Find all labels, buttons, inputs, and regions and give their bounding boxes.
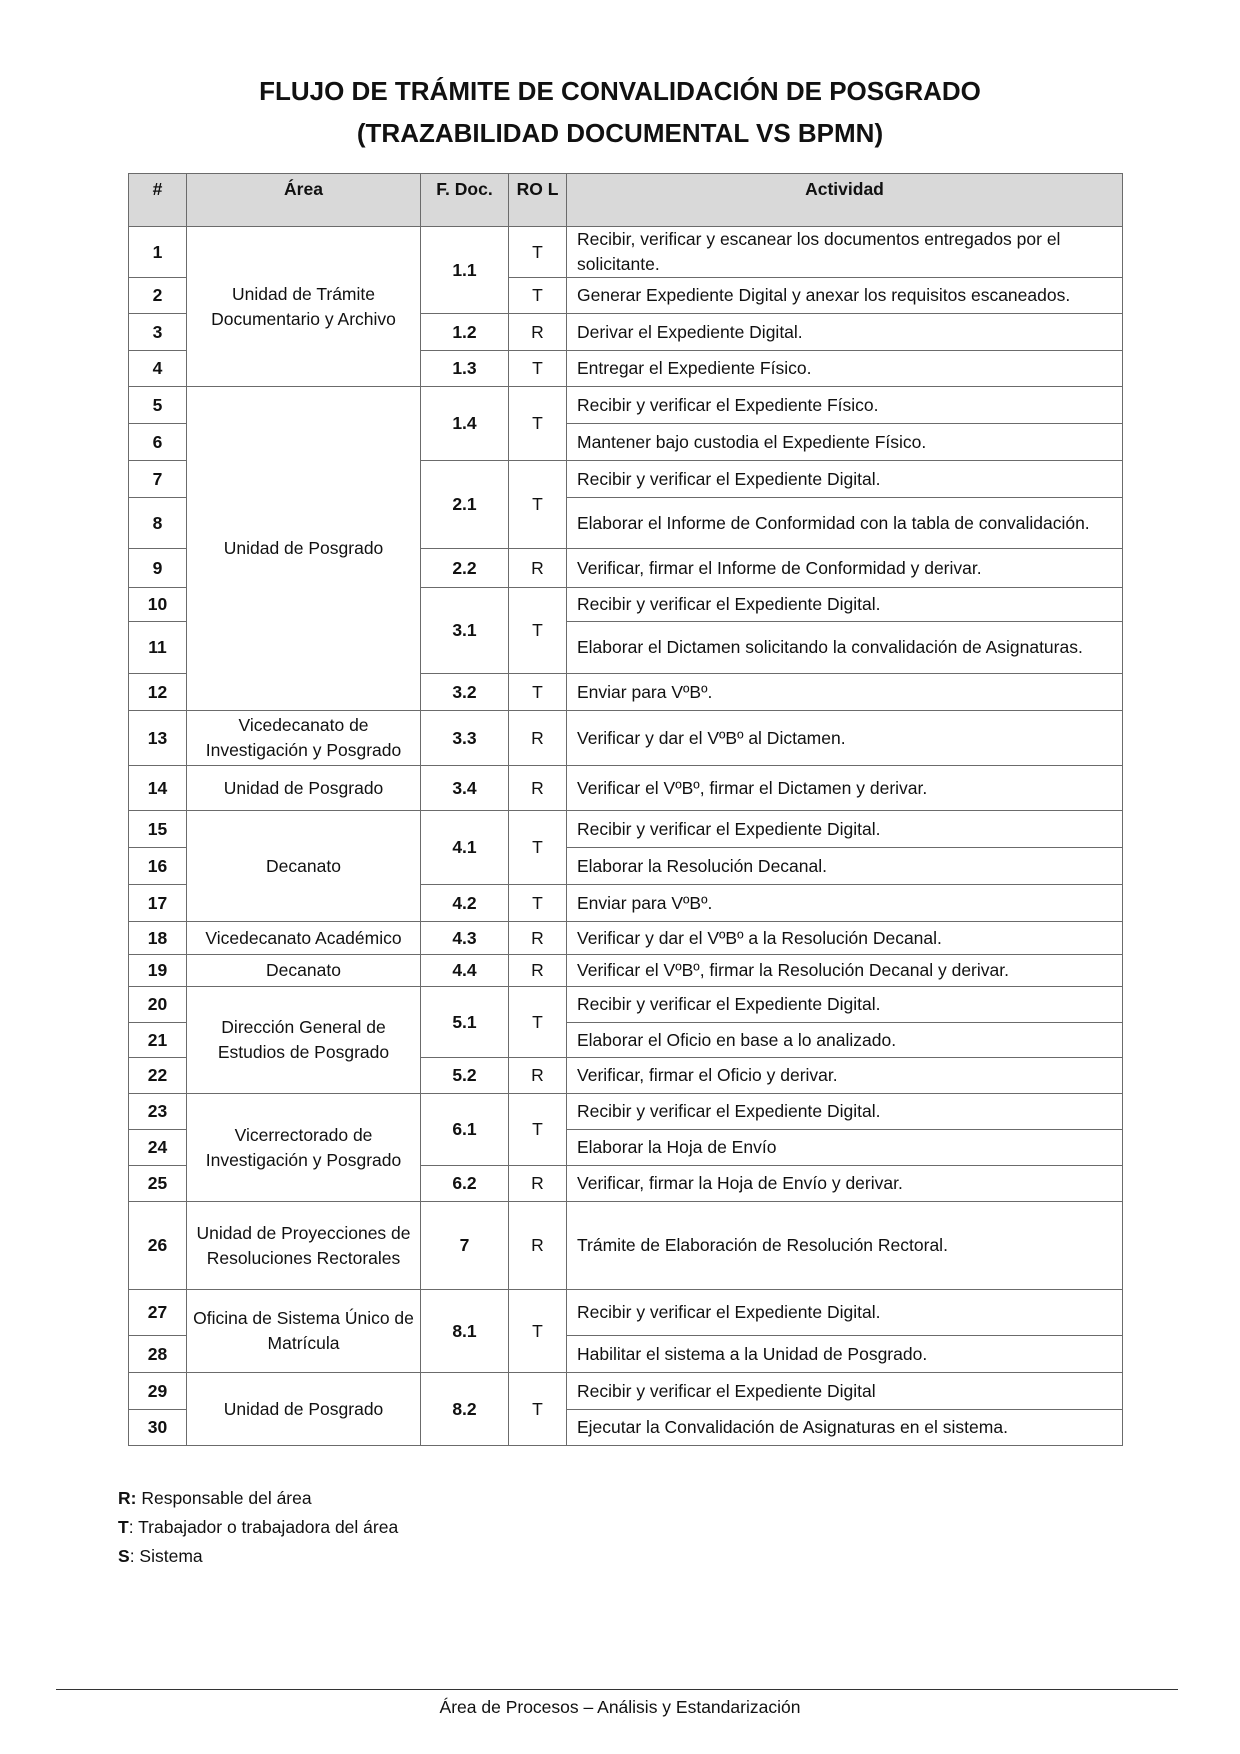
row-activity: Recibir y verificar el Expediente Digital.: [567, 1094, 1123, 1130]
table-row: [129, 227, 1123, 278]
table-row: [129, 922, 1123, 955]
row-fdoc: 3.3: [421, 711, 509, 766]
header-actividad: Actividad: [567, 174, 1123, 227]
row-activity: Elaborar el Informe de Conformidad con la tabla de convalidación.: [567, 498, 1123, 549]
row-activity: Enviar para VºBº.: [567, 885, 1123, 922]
row-num: 25: [129, 1166, 187, 1202]
row-num: 26: [129, 1202, 187, 1290]
row-activity: Derivar el Expediente Digital.: [567, 314, 1123, 351]
row-area: Unidad de Trámite Documentario y Archivo: [187, 227, 421, 387]
row-fdoc: 4.3: [421, 922, 509, 955]
row-num: 11: [129, 622, 187, 674]
row-area: Unidad de Proyecciones de Resoluciones Rectorales: [187, 1202, 421, 1290]
row-activity: Recibir y verificar el Expediente Digital.: [567, 987, 1123, 1023]
row-activity: Generar Expediente Digital y anexar los requisitos escaneados.: [567, 278, 1123, 314]
row-activity: Trámite de Elaboración de Resolución Rectoral.: [567, 1202, 1123, 1290]
row-activity: Mantener bajo custodia el Expediente Físico.: [567, 424, 1123, 461]
row-rol: T: [509, 885, 567, 922]
row-rol: T: [509, 278, 567, 314]
header-fdoc: F. Doc.: [421, 174, 509, 227]
legend-key: T: [118, 1517, 129, 1537]
row-rol: T: [509, 227, 567, 278]
row-num: 13: [129, 711, 187, 766]
row-area: Oficina de Sistema Único de Matrícula: [187, 1290, 421, 1373]
legend-text: Responsable del área: [136, 1488, 312, 1508]
row-activity: Recibir y verificar el Expediente Físico.: [567, 387, 1123, 424]
row-num: 2: [129, 278, 187, 314]
row-area: Dirección General de Estudios de Posgrado: [187, 987, 421, 1094]
header-num: #: [129, 174, 187, 227]
table-row: [129, 1290, 1123, 1336]
legend-key: S: [118, 1546, 130, 1566]
row-rol: T: [509, 1290, 567, 1373]
row-activity: Elaborar el Dictamen solicitando la convalidación de Asignaturas.: [567, 622, 1123, 674]
row-activity: Entregar el Expediente Físico.: [567, 351, 1123, 387]
row-num: 30: [129, 1410, 187, 1446]
row-fdoc: 1.1: [421, 227, 509, 314]
row-num: 19: [129, 955, 187, 987]
table-row: [129, 811, 1123, 848]
row-num: 8: [129, 498, 187, 549]
row-num: 20: [129, 987, 187, 1023]
row-rol: R: [509, 922, 567, 955]
row-num: 3: [129, 314, 187, 351]
row-rol: R: [509, 1058, 567, 1094]
row-num: 5: [129, 387, 187, 424]
row-fdoc: 1.4: [421, 387, 509, 461]
row-num: 1: [129, 227, 187, 278]
table-row: [129, 766, 1123, 811]
row-rol: T: [509, 461, 567, 549]
row-num: 14: [129, 766, 187, 811]
row-fdoc: 4.1: [421, 811, 509, 885]
row-fdoc: 8.1: [421, 1290, 509, 1373]
row-num: 7: [129, 461, 187, 498]
row-rol: T: [509, 588, 567, 674]
row-rol: R: [509, 314, 567, 351]
row-rol: T: [509, 1094, 567, 1166]
row-num: 22: [129, 1058, 187, 1094]
row-activity: Elaborar la Hoja de Envío: [567, 1130, 1123, 1166]
row-rol: T: [509, 351, 567, 387]
table-row: [129, 1373, 1123, 1410]
legend-key: R:: [118, 1488, 137, 1508]
row-num: 4: [129, 351, 187, 387]
legend-item: [118, 1513, 398, 1542]
row-rol: T: [509, 387, 567, 461]
row-num: 12: [129, 674, 187, 711]
footer-divider: [56, 1689, 1178, 1690]
row-fdoc: 6.2: [421, 1166, 509, 1202]
row-rol: T: [509, 987, 567, 1058]
document-title: [0, 70, 1240, 154]
row-num: 17: [129, 885, 187, 922]
row-activity: Verificar y dar el VºBº al Dictamen.: [567, 711, 1123, 766]
row-activity: Verificar y dar el VºBº a la Resolución Decanal.: [567, 922, 1123, 955]
table-row: [129, 955, 1123, 987]
row-fdoc: 3.1: [421, 588, 509, 674]
row-rol: T: [509, 1373, 567, 1446]
row-rol: R: [509, 955, 567, 987]
row-rol: T: [509, 811, 567, 885]
row-num: 29: [129, 1373, 187, 1410]
row-area: Decanato: [187, 811, 421, 922]
row-activity: Habilitar el sistema a la Unidad de Posgrado.: [567, 1336, 1123, 1373]
row-activity: Verificar, firmar el Informe de Conformidad y derivar.: [567, 549, 1123, 588]
row-area: Decanato: [187, 955, 421, 987]
row-fdoc: 5.1: [421, 987, 509, 1058]
row-activity: Ejecutar la Convalidación de Asignaturas en el sistema.: [567, 1410, 1123, 1446]
legend: [118, 1484, 398, 1571]
row-activity: Recibir y verificar el Expediente Digital.: [567, 811, 1123, 848]
row-area: Unidad de Posgrado: [187, 766, 421, 811]
row-activity: Verificar, firmar la Hoja de Envío y derivar.: [567, 1166, 1123, 1202]
row-rol: R: [509, 1202, 567, 1290]
table-header-row: [129, 174, 1123, 227]
row-fdoc: 3.4: [421, 766, 509, 811]
title-line-1: FLUJO DE TRÁMITE DE CONVALIDACIÓN DE POSGRADO: [259, 76, 981, 106]
row-rol: T: [509, 674, 567, 711]
row-activity: Elaborar la Resolución Decanal.: [567, 848, 1123, 885]
header-area: Área: [187, 174, 421, 227]
row-activity: Verificar el VºBº, firmar la Resolución Decanal y derivar.: [567, 955, 1123, 987]
row-fdoc: 4.4: [421, 955, 509, 987]
table-row: [129, 987, 1123, 1023]
row-num: 9: [129, 549, 187, 588]
row-num: 21: [129, 1023, 187, 1058]
row-num: 16: [129, 848, 187, 885]
row-activity: Recibir, verificar y escanear los documentos entregados por el solicitante.: [567, 227, 1123, 278]
table-row: [129, 711, 1123, 766]
row-rol: R: [509, 549, 567, 588]
row-fdoc: 1.2: [421, 314, 509, 351]
row-fdoc: 6.1: [421, 1094, 509, 1166]
row-activity: Verificar el VºBº, firmar el Dictamen y derivar.: [567, 766, 1123, 811]
row-area: Vicerrectorado de Investigación y Posgrado: [187, 1094, 421, 1202]
row-num: 27: [129, 1290, 187, 1336]
row-num: 24: [129, 1130, 187, 1166]
row-num: 23: [129, 1094, 187, 1130]
row-area: Vicedecanato de Investigación y Posgrado: [187, 711, 421, 766]
row-fdoc: 3.2: [421, 674, 509, 711]
row-rol: R: [509, 711, 567, 766]
table-row: [129, 387, 1123, 424]
row-fdoc: 1.3: [421, 351, 509, 387]
row-fdoc: 4.2: [421, 885, 509, 922]
row-fdoc: 2.2: [421, 549, 509, 588]
row-rol: R: [509, 1166, 567, 1202]
row-num: 28: [129, 1336, 187, 1373]
row-fdoc: 2.1: [421, 461, 509, 549]
row-activity: Elaborar el Oficio en base a lo analizado.: [567, 1023, 1123, 1058]
row-fdoc: 7: [421, 1202, 509, 1290]
row-fdoc: 8.2: [421, 1373, 509, 1446]
table-row: [129, 1094, 1123, 1130]
row-area: Unidad de Posgrado: [187, 387, 421, 711]
page-footer: Área de Procesos – Análisis y Estandarización: [439, 1697, 801, 1717]
row-num: 18: [129, 922, 187, 955]
legend-item: [118, 1542, 398, 1571]
row-area: Unidad de Posgrado: [187, 1373, 421, 1446]
row-activity: Verificar, firmar el Oficio y derivar.: [567, 1058, 1123, 1094]
row-activity: Recibir y verificar el Expediente Digital: [567, 1373, 1123, 1410]
row-fdoc: 5.2: [421, 1058, 509, 1094]
row-activity: Recibir y verificar el Expediente Digital.: [567, 1290, 1123, 1336]
table-row: [129, 1202, 1123, 1290]
legend-item: [118, 1484, 398, 1513]
row-activity: Recibir y verificar el Expediente Digital.: [567, 588, 1123, 622]
header-rol: RO L: [509, 174, 567, 227]
row-rol: R: [509, 766, 567, 811]
row-activity: Enviar para VºBº.: [567, 674, 1123, 711]
row-num: 6: [129, 424, 187, 461]
legend-text: : Trabajador o trabajadora del área: [128, 1517, 399, 1537]
title-line-2: (TRAZABILIDAD DOCUMENTAL VS BPMN): [356, 118, 884, 148]
activity-table: [128, 173, 1123, 1446]
row-area: Vicedecanato Académico: [187, 922, 421, 955]
row-activity: Recibir y verificar el Expediente Digital.: [567, 461, 1123, 498]
row-num: 10: [129, 588, 187, 622]
legend-text: : Sistema: [129, 1546, 203, 1566]
row-num: 15: [129, 811, 187, 848]
